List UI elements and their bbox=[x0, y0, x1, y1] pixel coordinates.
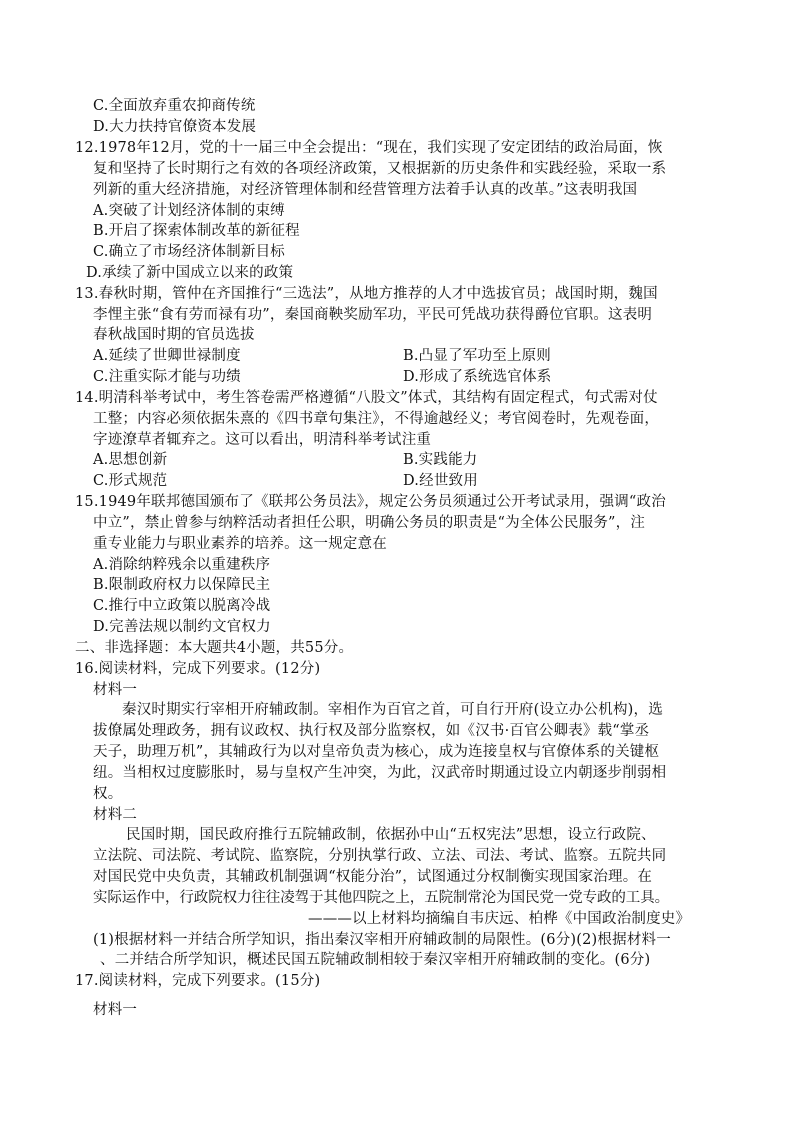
material-text-line: 天子，助理万机”，其辅政行为以对皇帝负责为核心，成为连接皇权与官僚体系的关键枢 bbox=[93, 744, 660, 760]
requirement-line: (1)根据材料一并结合所学知识，指出秦汉宰相开府辅政制的局限性。(6分)(2)根据材料一 bbox=[93, 932, 671, 948]
material-text-line: 纽。当相权过度膨胀时，易与皇权产生冲突，为此，汉武帝时期通过设立内朝逐步削弱相 bbox=[93, 765, 667, 781]
question-title: 17.阅读材料，完成下列要求。(15分) bbox=[75, 973, 321, 989]
option-line: A.突破了计划经济体制的束缚 bbox=[93, 203, 285, 219]
option-line: A.延续了世卿世禄制度 bbox=[93, 348, 241, 364]
material-label: 材料一 bbox=[93, 1002, 138, 1018]
material-text-line: 对国民党中央负责，其辅政机制强调“权能分治”，试图通过分权制衡实现国家治理。在 bbox=[93, 869, 653, 885]
question-stem-line: 12.1978年12月，党的十一届三中全会提出：“现在，我们实现了安定团结的政治局面，恢 bbox=[75, 140, 663, 156]
option-line: D.形成了系统选官体系 bbox=[403, 369, 552, 385]
question-stem-line: 工整；内容必须依据朱熹的《四书章句集注》，不得逾越经义；考官阅卷时，先观卷面， bbox=[93, 411, 660, 427]
option-line: D.承续了新中国成立以来的政策 bbox=[86, 265, 294, 281]
option-line: C.确立了市场经济体制新目标 bbox=[93, 244, 285, 260]
option-line: A.消除纳粹残余以重建秩序 bbox=[93, 557, 271, 573]
question-title: 16.阅读材料，完成下列要求。(12分) bbox=[75, 661, 321, 677]
material-text-line: 拔僚属处理政务，拥有议政权、执行权及部分监察权，如《汉书·百官公卿表》载“掌丞 bbox=[93, 723, 650, 739]
material-text-line: 权。 bbox=[93, 786, 123, 802]
question-stem-line: 15.1949年联邦德国颁布了《联邦公务员法》，规定公务员须通过公开考试录用，强调“政治 bbox=[75, 494, 666, 510]
question-stem-line: 14.明清科举考试中，考生答卷需严格遵循“八股文”体式，其结构有固定程式，句式需对仗 bbox=[75, 390, 658, 406]
question-stem-line: 李悝主张“食有劳而禄有功”，秦国商鞅奖励军功，平民可凭战功获得爵位官职。这表明 bbox=[93, 307, 653, 323]
material-label: 材料一 bbox=[93, 682, 138, 698]
question-stem-line: 中立”，禁止曾参与纳粹活动者担任公职，明确公务员的职责是“为全体公民服务”，注 bbox=[93, 515, 646, 531]
question-stem-line: 春秋战国时期的官员选拔 bbox=[93, 327, 255, 343]
material-label: 材料二 bbox=[93, 807, 138, 823]
option-line: B.开启了探索体制改革的新征程 bbox=[93, 223, 300, 239]
question-stem-line: 列新的重大经济措施，对经济管理体制和经营管理方法着手认真的改革。”这表明我国 bbox=[93, 182, 638, 198]
option-line: C.推行中立政策以脱离冷战 bbox=[93, 598, 271, 614]
option-line: B.实践能力 bbox=[403, 452, 478, 468]
material-text-line: 立法院、司法院、考试院、监察院，分别执掌行政、立法、司法、考试、监察。五院共同 bbox=[93, 848, 667, 864]
question-stem-line: 复和坚持了长时期行之有效的各项经济政策，又根据新的历史条件和实践经验，采取一系 bbox=[93, 161, 667, 177]
option-line: C.全面放弃重农抑商传统 bbox=[93, 98, 256, 114]
section-heading: 二、非选择题：本大题共4小题，共55分。 bbox=[75, 640, 354, 656]
requirement-line: 、二并结合所学知识，概述民国五院辅政制相较于秦汉宰相开府辅政制的变化。(6分) bbox=[100, 952, 651, 968]
option-line: C.形式规范 bbox=[93, 473, 168, 489]
option-line: B.限制政府权力以保障民主 bbox=[93, 577, 271, 593]
option-line: C.注重实际才能与功绩 bbox=[93, 369, 241, 385]
material-text-line: 实际运作中，行政院权力往往凌驾于其他四院之上，五院制常沦为国民党一党专政的工具。 bbox=[93, 890, 669, 906]
option-line: D.完善法规以制约文官权力 bbox=[93, 619, 271, 635]
option-line: A.思想创新 bbox=[93, 452, 168, 468]
option-line: D.大力扶持官僚资本发展 bbox=[93, 119, 257, 135]
material-text-line: 秦汉时期实行宰相开府辅政制。宰相作为百官之首，可自行开府(设立办公机构)，选 bbox=[122, 702, 663, 718]
question-stem-line: 重专业能力与职业素养的培养。这一规定意在 bbox=[93, 536, 387, 552]
material-source: ———以上材料均摘编自韦庆远、柏桦《中国政治制度史》 bbox=[308, 911, 691, 927]
material-text-line: 民国时期，国民政府推行五院辅政制，依据孙中山“五权宪法”思想，设立行政院、 bbox=[126, 827, 656, 843]
question-stem-line: 13.春秋时期，管仲在齐国推行“三选法”，从地方推荐的人才中选拔官员；战国时期，魏国 bbox=[75, 286, 658, 302]
option-line: D.经世致用 bbox=[403, 473, 478, 489]
question-stem-line: 字迹潦草者辄弃之。这可以看出，明清科举考试注重 bbox=[93, 432, 432, 448]
option-line: B.凸显了军功至上原则 bbox=[403, 348, 551, 364]
